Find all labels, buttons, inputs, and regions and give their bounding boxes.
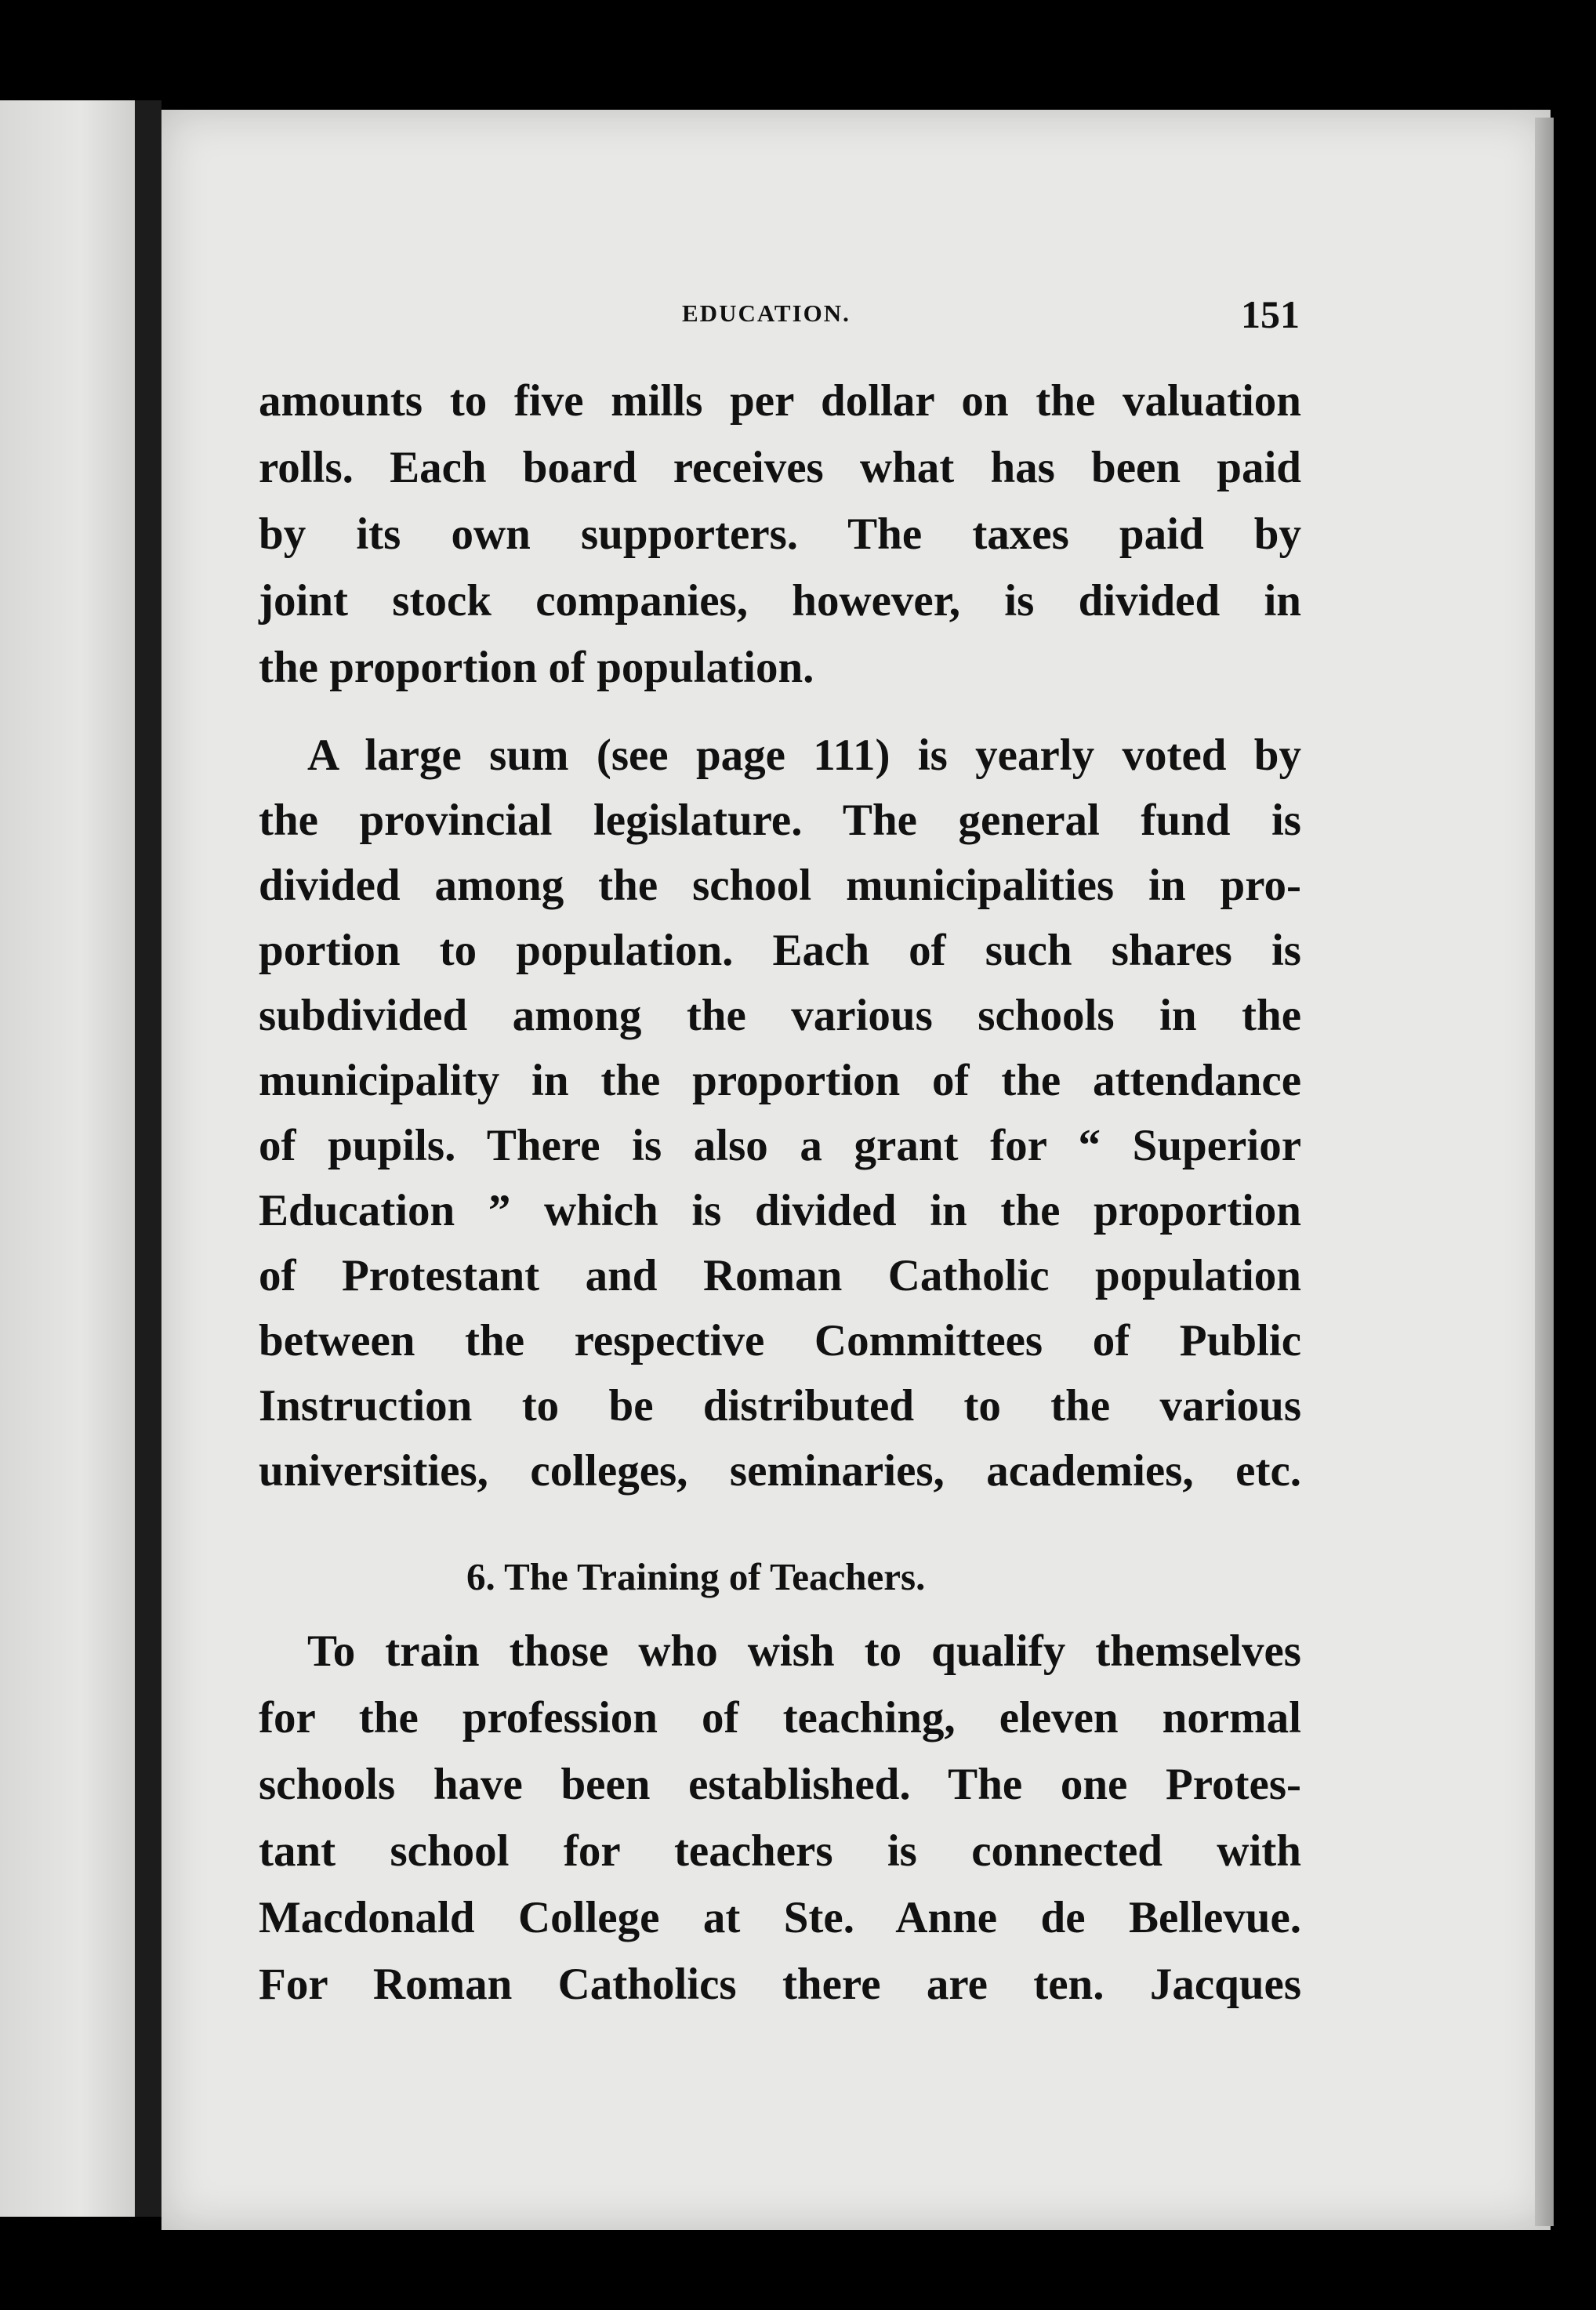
- text-line: For Roman Catholics there are ten. Jacques: [259, 1960, 1301, 2009]
- text-line: Education ” which is divided in the proportion: [259, 1186, 1301, 1235]
- text-line: by its own supporters. The taxes paid by: [259, 510, 1301, 559]
- left-page-edge: [0, 100, 135, 2217]
- text-line: Macdonald College at Ste. Anne de Bellevue.: [259, 1893, 1301, 1942]
- text-line: To train those who wish to qualify themselves: [307, 1626, 1301, 1676]
- text-line: rolls. Each board receives what has been paid: [259, 443, 1301, 492]
- section-heading: 6. The Training of Teachers.: [466, 1555, 926, 1598]
- page-number: 151: [1241, 292, 1300, 336]
- text-line: subdivided among the various schools in the: [259, 991, 1301, 1040]
- text-line: universities, colleges, seminaries, academies, etc.: [259, 1446, 1301, 1496]
- text-line: of pupils. There is also a grant for “ Superior: [259, 1121, 1301, 1170]
- text-line: for the profession of teaching, eleven normal: [259, 1693, 1301, 1742]
- text-line: portion to population. Each of such shares is: [259, 926, 1301, 975]
- text-line: joint stock companies, however, is divided in: [259, 576, 1301, 626]
- text-line: amounts to five mills per dollar on the valuation: [259, 376, 1301, 426]
- right-page-edge: [1535, 118, 1554, 2226]
- text-line: Instruction to be distributed to the various: [259, 1381, 1301, 1431]
- text-line: the provincial legislature. The general fund is: [259, 796, 1301, 845]
- running-title: EDUCATION.: [682, 299, 851, 327]
- text-line: between the respective Committees of Public: [259, 1316, 1301, 1365]
- text-line: of Protestant and Roman Catholic population: [259, 1251, 1301, 1300]
- text-line: A large sum (see page 111) is yearly voted by: [307, 731, 1301, 780]
- text-line: divided among the school municipalities in pro-: [259, 861, 1301, 910]
- text-line: municipality in the proportion of the attendance: [259, 1056, 1301, 1105]
- text-line: tant school for teachers is connected with: [259, 1826, 1301, 1876]
- book-spine: [135, 100, 161, 2217]
- text-line: the proportion of population.: [259, 643, 814, 692]
- text-line: schools have been established. The one Protes-: [259, 1760, 1301, 1809]
